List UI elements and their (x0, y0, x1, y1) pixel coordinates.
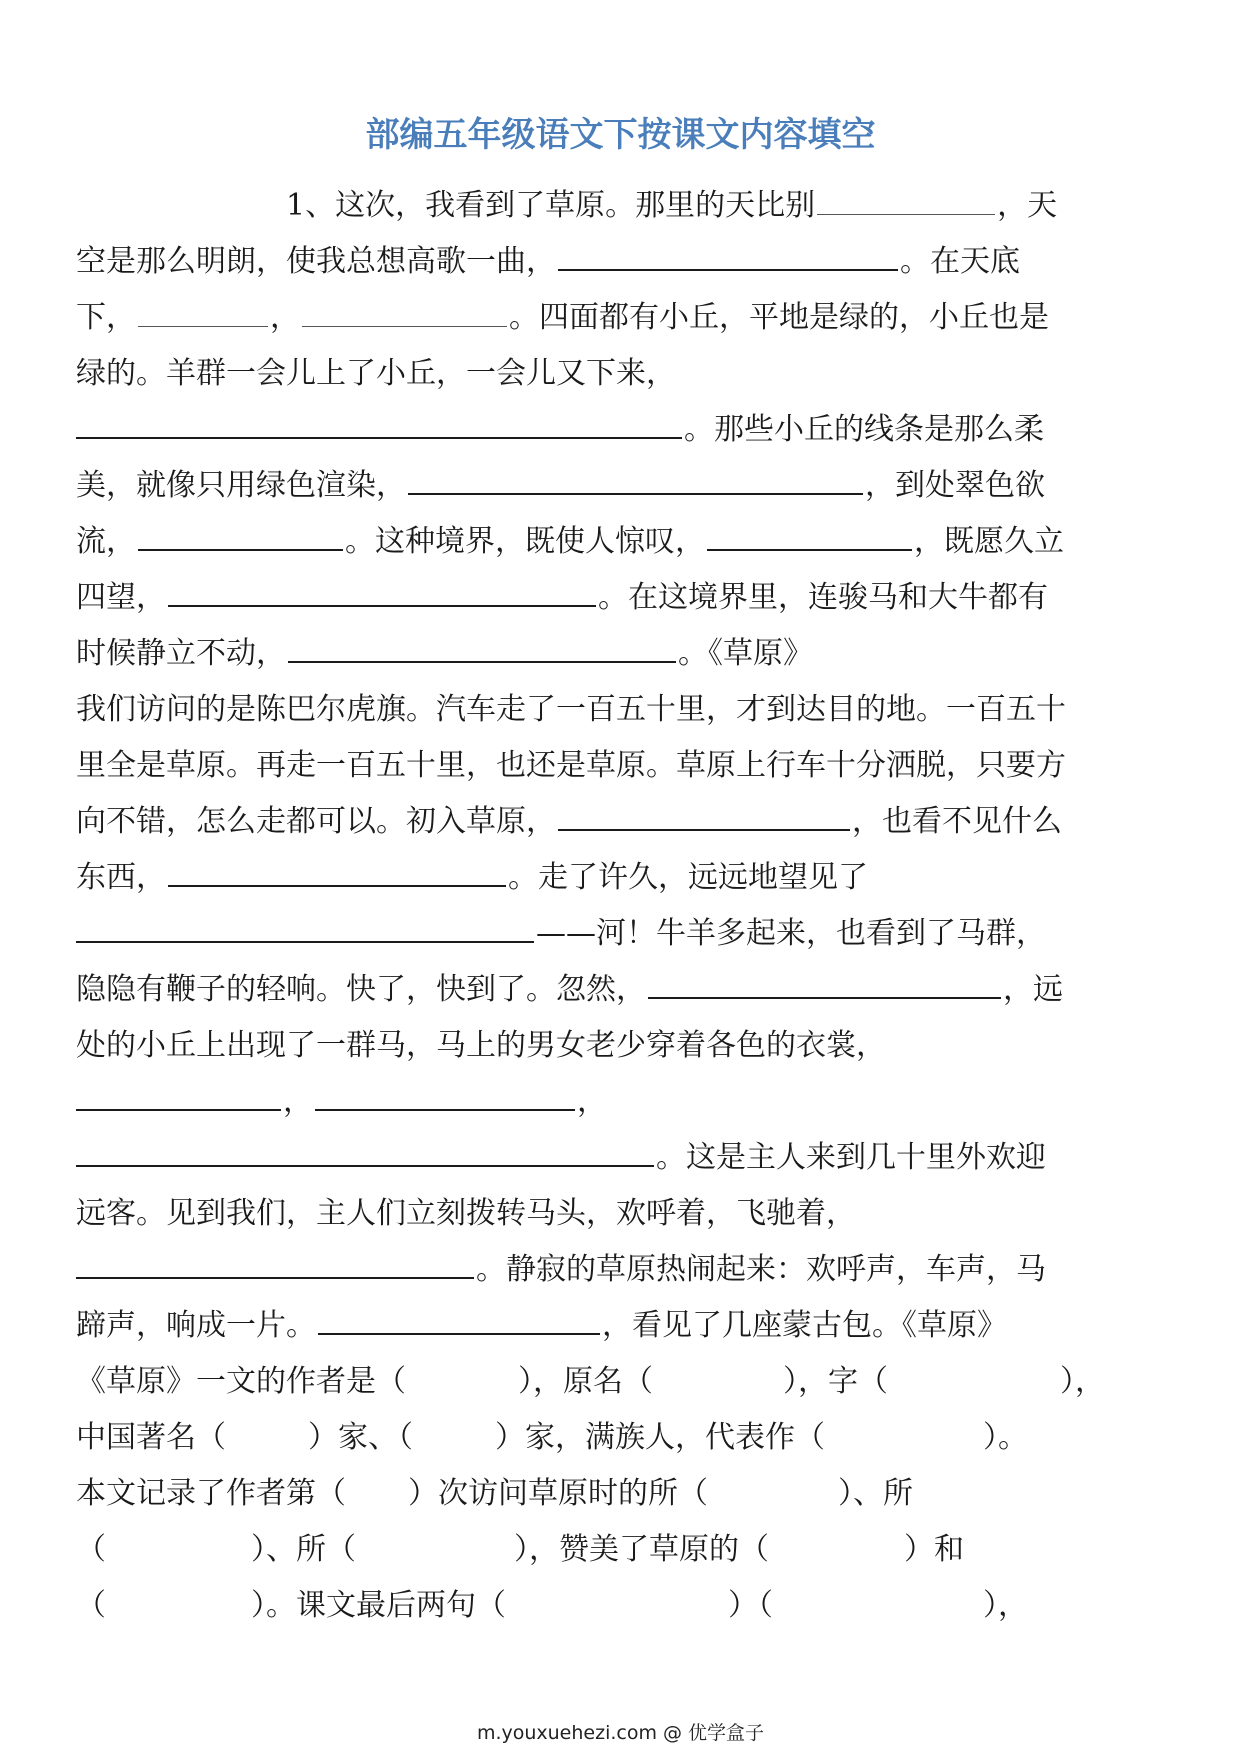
answer-blank[interactable] (707, 519, 912, 551)
text-line-8: 四望， 。在这境界里，连骏马和大牛都有 (76, 570, 1168, 626)
page-title: 部编五年级语文下按课文内容填空 (365, 115, 876, 155)
text-line-9: 时候静立不动， 。《草原》 (76, 626, 1168, 682)
answer-blank[interactable] (302, 296, 507, 327)
text-line-22: 《草原》一文的作者是（ ），原名（ ），字（ ）， (76, 1364, 1105, 1399)
text-line-16: 处的小丘上出现了一群马，马上的男女老少穿着各色的衣裳， (76, 1028, 886, 1063)
text-line-14: ——河！牛羊多起来，也看到了马群， (76, 906, 1168, 962)
text-line-25: （ ）、所（ ），赞美了草原的（ ）和 (76, 1532, 964, 1567)
text-line-2: 空是那么明朗，使我总想高歌一曲， 。在天底 (76, 234, 1168, 290)
text-line-6: 美，就像只用绿色渲染， ，到处翠色欲 (76, 458, 1168, 514)
fill-in-content (76, 178, 1168, 1634)
answer-blank[interactable] (318, 1303, 600, 1335)
answer-blank[interactable] (558, 239, 898, 271)
text-line-13: 东西， 。走了许久，远远地望见了 (76, 850, 1168, 906)
text-line-1: 1、这次，我看到了草原。那里的天比别 ，天 (76, 178, 1168, 234)
text-line-23: 中国著名（ ）家、（ ）家，满族人，代表作（ ）。 (76, 1420, 1028, 1455)
answer-blank[interactable] (558, 799, 850, 831)
footer-watermark: m.youxuehezi.com @ 优学盒子 (476, 1722, 765, 1744)
answer-blank[interactable] (76, 1079, 281, 1111)
text-line-5: 。那些小丘的线条是那么柔 (76, 402, 1168, 458)
answer-blank[interactable] (138, 296, 268, 327)
text-line-15: 隐隐有鞭子的轻响。快了，快到了。忽然， ，远 (76, 962, 1168, 1018)
text-line-17: ， ， (76, 1074, 1168, 1130)
answer-blank[interactable] (168, 575, 596, 607)
answer-blank[interactable] (168, 855, 506, 887)
answer-blank[interactable] (76, 1247, 474, 1279)
text-line-11: 里全是草原。再走一百五十里，也还是草原。草原上行车十分洒脱，只要方 (76, 748, 1066, 783)
text-line-26: （ ）。课文最后两句（ ）（ ）， (76, 1588, 1028, 1623)
answer-blank[interactable] (288, 631, 676, 663)
text-line-20: 。静寂的草原热闹起来：欢呼声，车声，马 (76, 1242, 1168, 1298)
text-line-24: 本文记录了作者第（ ）次访问草原时的所（ ）、所 (76, 1476, 913, 1511)
answer-blank[interactable] (76, 407, 682, 439)
answer-blank[interactable] (138, 519, 343, 551)
answer-blank[interactable] (817, 184, 995, 215)
answer-blank[interactable] (408, 463, 863, 495)
text-line-3: 下， ， 。四面都有小丘，平地是绿的，小丘也是 (76, 290, 1168, 346)
text-line-10: 我们访问的是陈巴尔虎旗。汽车走了一百五十里，才到达目的地。一百五十 (76, 692, 1066, 727)
text-line-7: 流， 。这种境界，既使人惊叹， ，既愿久立 (76, 514, 1168, 570)
answer-blank[interactable] (76, 911, 534, 943)
text-line-19: 远客。见到我们，主人们立刻拨转马头，欢呼着，飞驰着， (76, 1196, 856, 1231)
answer-blank[interactable] (76, 1135, 654, 1167)
answer-blank[interactable] (315, 1079, 575, 1111)
answer-blank[interactable] (648, 967, 1001, 999)
text-line-12: 向不错，怎么走都可以。初入草原， ，也看不见什么 (76, 794, 1168, 850)
text-line-4: 绿的。羊群一会儿上了小丘，一会儿又下来， (76, 356, 676, 391)
text-line-21: 蹄声，响成一片。 ，看见了几座蒙古包。《草原》 (76, 1298, 1168, 1354)
text-line-18: 。这是主人来到几十里外欢迎 (76, 1130, 1168, 1186)
